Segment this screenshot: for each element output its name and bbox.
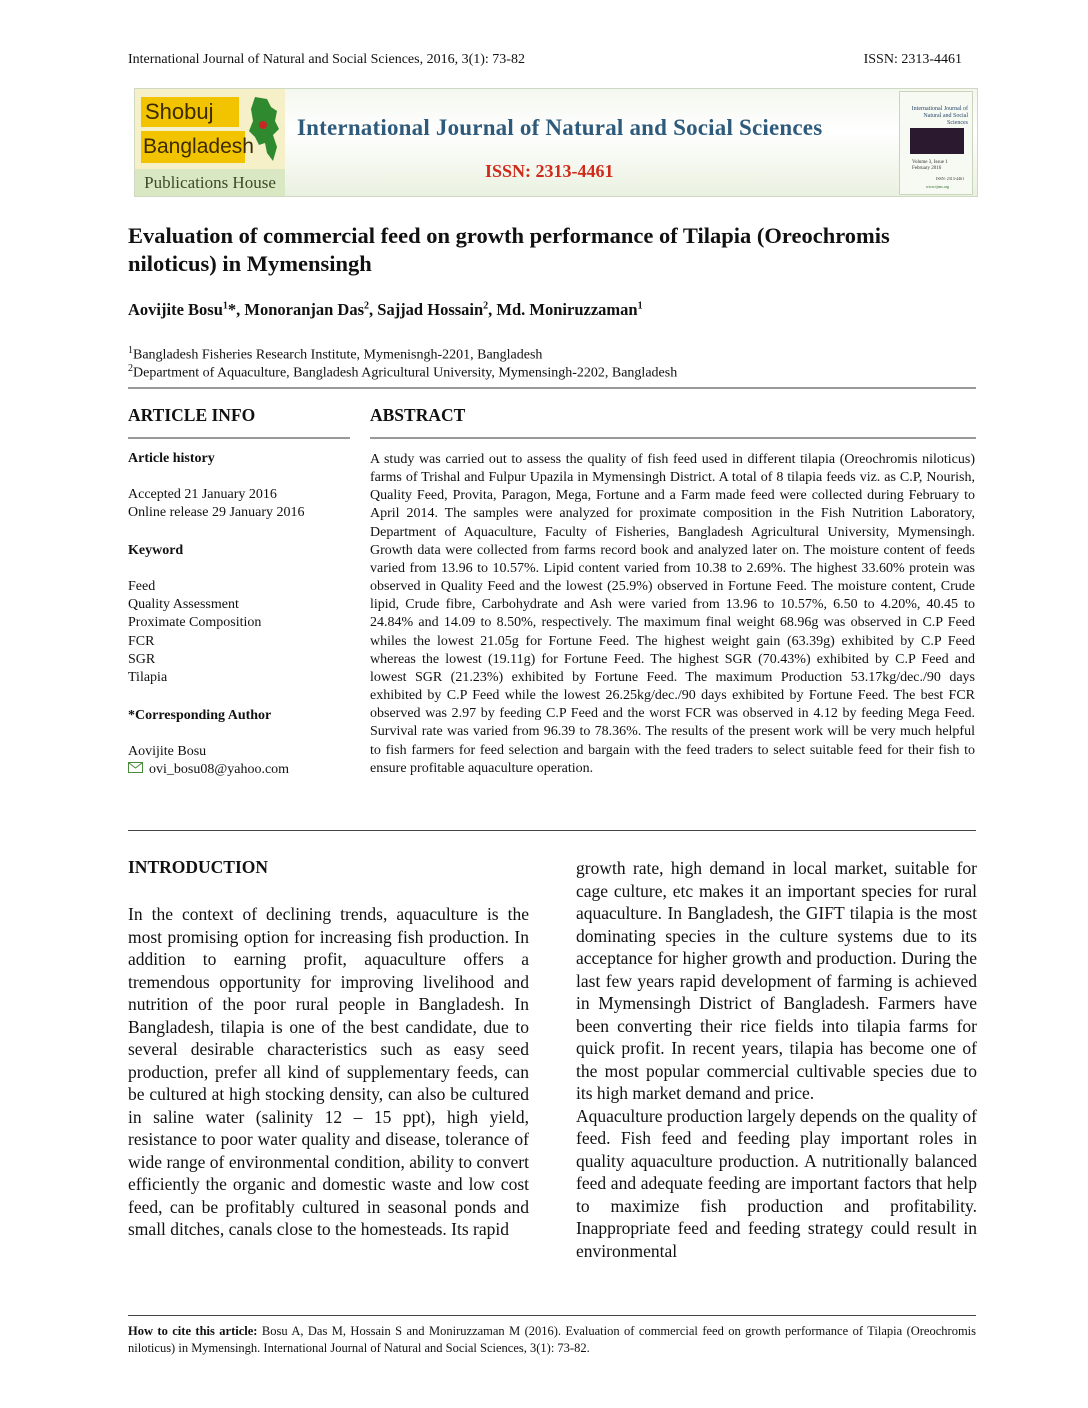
keyword-item: FCR — [128, 634, 155, 649]
affiliation-text: Bangladesh Fisheries Research Institute, Mymenisngh-2201, Bangladesh — [133, 347, 543, 363]
author-separator: , — [488, 300, 497, 319]
author-name: Monoranjan Das — [244, 300, 365, 319]
affiliation — [128, 363, 677, 382]
affiliation-text: Department of Aquaculture, Bangladesh Agricultural University, Mymensingh-2202, Bangladesh — [133, 365, 678, 381]
divider — [128, 387, 976, 389]
author-affiliation-mark: 2 — [364, 300, 370, 312]
running-header-issn: ISSN: 2313-4461 — [863, 52, 962, 67]
author-affiliation-mark: 1 — [222, 300, 228, 312]
logo-word-shobuj: Shobuj — [141, 97, 239, 127]
introduction-heading: INTRODUCTION — [128, 857, 269, 877]
author-separator: , — [369, 300, 378, 319]
keyword-label: Keyword — [128, 543, 184, 558]
corresponding-author-email-row — [128, 761, 289, 779]
author-affiliation-mark: 1 — [637, 300, 643, 312]
logo-word-bangladesh: Bangladesh — [141, 131, 245, 163]
envelope-icon — [128, 762, 143, 773]
article-history-label: Article history — [128, 451, 215, 466]
affiliation-mark: 1 — [128, 345, 133, 356]
corresponding-author-name: Aovijite Bosu — [128, 744, 207, 759]
accepted-date: Accepted 21 January 2016 — [128, 487, 277, 502]
keyword-item: Proximate Composition — [128, 615, 262, 630]
introduction-right-column — [576, 857, 977, 1262]
author-separator: *, — [227, 300, 245, 319]
author-name: Md. Moniruzzaman — [496, 300, 638, 319]
logo-subtitle: Publications House — [135, 169, 285, 196]
introduction-paragraph: Aquaculture production largely depends on the quality of feed. Fish feed and feeding play important roles in quality aquaculture production. A nutritionally balanced feed and adequate feeding are important factors that help to maximize fish production and profitability. Inappropriate feed and feeding strategy could result in environmental — [576, 1105, 977, 1261]
introduction-left-column: In the context of declining trends, aquaculture is the most promising option for increasing fish production. In addition to earning profit, aquaculture offers a tremendous opportunity for improving livelihood and nutrition of the poor rural people in Bangladesh. In Bangladesh, tilapia is one of the best candidate, due to several desirable characteristics such as easy seed production, prefer all kind of supplementary feeds, can be cultured at high stocking density, can also be cultured in saline water (salinity 12 – 15 ppt), high yield, resistance to poor water quality and disease, tolerance of wide range of environmental condition, ability to convert efficiently the organic and domestic waste and low cost feed, can be profitably cultured in seasonal ponds and small ditches, canals close to the homesteads. Its rapid — [128, 904, 529, 1239]
cover-website: www.ijnss.org — [926, 184, 950, 189]
citation-note — [128, 1323, 976, 1356]
keyword-item: Quality Assessment — [128, 597, 239, 612]
author-list — [128, 300, 643, 320]
article-title: Evaluation of commercial feed on growth performance of Tilapia (Oreochromis niloticus) in Mymensingh — [128, 223, 890, 276]
divider — [128, 437, 350, 439]
divider — [128, 1315, 976, 1316]
cover-title: International Journal of Natural and Social Sciences — [911, 106, 968, 126]
keyword-item: Feed — [128, 579, 156, 594]
introduction-paragraph: growth rate, high demand in local market, suitable for cage culture, etc makes it an important species for rural aquaculture. In Bangladesh, the GIFT tilapia is the most dominating species in the culture systems due to its acceptance for higher growth and production. During the last few years rapid development of farming is achieved in Mymensingh District of Bangladesh. Farmers have been converting their rice fields into tilapia farms for quick profit. In recent years, tilapia has become one of the most popular commercial cultivable species due to its high market demand and price. — [576, 858, 977, 1103]
publisher-logo — [135, 89, 285, 196]
affiliation — [128, 345, 542, 364]
cover-image — [910, 128, 964, 154]
abstract-heading: ABSTRACT — [370, 405, 466, 425]
corresponding-author-label: *Corresponding Author — [128, 708, 272, 723]
keyword-item: SGR — [128, 652, 156, 667]
author-name: Sajjad Hossain — [377, 300, 484, 319]
author-affiliation-mark: 2 — [483, 300, 489, 312]
abstract-text: A study was carried out to assess the quality of fish feed used in different tilapia (Oreochromis niloticus) farms of Trishal and Fulpur Upazila in Mymensingh District. A total of 8 tilapia feeds viz. as C.P, Nourish, Quality Feed, Provita, Paragon, Mega, Fortune and a Farm made feed were collected during February to April 2014. The samples were analyzed for proximate composition in the Fish Nutrition Laboratory, Department of Aquaculture, Faculty of Fisheries, Bangladesh Agricultural University, Mymensingh. Growth data were collected from farms record book and analyzed later on. The moisture content of feeds varied from 13.96 to 10.57%. Lipid content varied from 10.38 to 2.69%. The highest 33.60% protein was observed in Quality Feed and the lowest (25.9%) observed in Fortune Feed. The moisture content, Crude lipid, Crude fibre, Carbohydrate and Ash were varied from 13.96 to 10.57%, 6.50 to 4.20%, 40.45 to 24.84% and 14.09 to 8.50%, respectively. The maximum final weight 68.96g was observed in C.P Feed whiles the lowest 21.05g for Fortune Feed. The highest weight gain (63.39g) exhibited by C.P Feed whereas the lowest (19.11g) for Fortune Feed. The highest SGR (70.43%) exhibited by C.P Feed and lowest SGR (21.23%) exhibited by Fortune Feed. The maximum Production 53.17kg/dec./90 days exhibited by C.P Feed while the lowest 26.25kg/dec./90 days exhibited by Fortune Feed. The best FCR observed was 2.97 by feeding C.P Feed and the worst FCR was observed in 4.12 by feeding Mega Feed. Survival rate was varied from 96.39 to 78.36%. The results of the present work will be very much helpful to fish farmers for feed selection and bargain with the feed traders to select suitable feed for their fish to ensure profitable aquaculture operation. — [370, 452, 975, 776]
running-header-journal: International Journal of Natural and Social Sciences, 2016, 3(1): 73-82 — [128, 52, 525, 67]
journal-banner — [134, 88, 978, 197]
divider — [370, 437, 976, 439]
cover-issn: ISSN: 2313-4461 — [936, 176, 965, 181]
bangladesh-map-icon — [247, 95, 281, 165]
article-info-heading: ARTICLE INFO — [128, 405, 256, 425]
cover-volume: Volume 3, Issue 1 February 2016 — [912, 160, 948, 171]
banner-journal-title: International Journal of Natural and Social Sciences — [297, 115, 823, 140]
keyword-item: Tilapia — [128, 670, 168, 685]
journal-cover-thumbnail — [899, 91, 973, 195]
author-name: Aovijite Bosu — [128, 300, 223, 319]
email-link[interactable]: ovi_bosu08@yahoo.com — [149, 762, 290, 777]
online-release-date: Online release 29 January 2016 — [128, 505, 305, 520]
affiliation-mark: 2 — [128, 363, 133, 374]
banner-issn: ISSN: 2313-4461 — [485, 161, 614, 181]
citation-text: Bosu A, Das M, Hossain S and Moniruzzaman M (2016). Evaluation of commercial feed on growth performance of Tilapia (Oreochromis niloticus) in Mymensingh. International Journal of Natural and Social Sciences, 3(1): 73-82. — [128, 1324, 976, 1355]
divider — [128, 830, 976, 831]
citation-label: How to cite this article: — [128, 1324, 258, 1338]
